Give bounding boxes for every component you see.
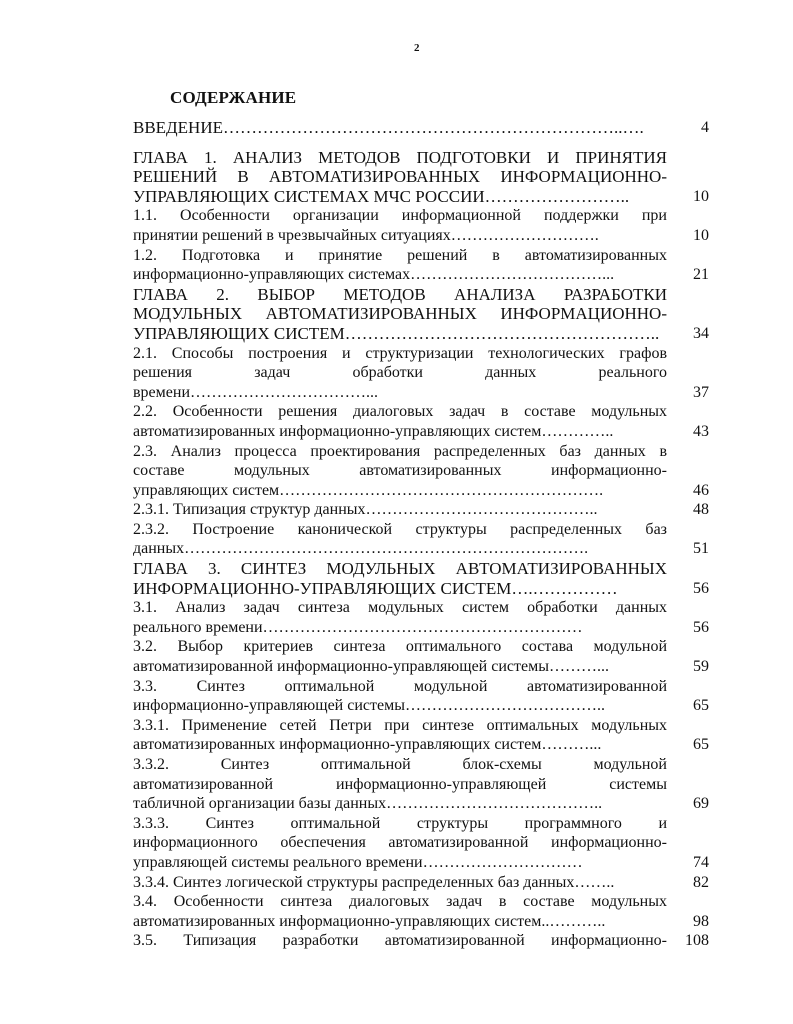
toc-page-number: 69 (693, 795, 709, 813)
toc-section-entry (133, 892, 713, 931)
toc-section-entry (133, 246, 713, 285)
toc-page-number: 56 (693, 618, 709, 636)
toc-entry-line: управляющей системы реального времени………………………… (133, 853, 583, 871)
toc-section-entry (133, 873, 713, 893)
toc-page-number: 48 (693, 501, 709, 519)
toc-section-entry (133, 755, 713, 814)
toc-page-number: 56 (693, 579, 709, 597)
toc-page-number: 51 (693, 540, 709, 558)
toc-page-number: 43 (693, 422, 709, 440)
toc-chapter-entry (133, 118, 713, 138)
toc-entry-line: данных…………………………………………………………………. (133, 540, 589, 558)
toc-entry-line: 3.3. Синтез оптимальной модульной автоматизированной (133, 677, 667, 695)
toc-entry-line: ГЛАВА 2. ВЫБОР МЕТОДОВ АНАЛИЗА РАЗРАБОТКИ (133, 284, 667, 304)
toc-entry-line: автоматизированных информационно-управляющих систем..……….. (133, 912, 606, 930)
page-number: 2 (414, 42, 420, 54)
toc-entry-line: принятии решений в чрезвычайных ситуациях………………………. (133, 226, 599, 244)
toc-entry-line: УПРАВЛЯЮЩИХ СИСТЕМ……………………………………………….. (133, 323, 660, 343)
toc-entry-line: автоматизированной информационно-управляющей системы (133, 775, 667, 793)
toc-entry-line: 3.3.1. Применение сетей Петри при синтезе оптимальных модульных (133, 716, 667, 734)
toc-entry-line: 1.2. Подготовка и принятие решений в автоматизированных (133, 246, 667, 264)
toc-page-number: 34 (693, 324, 709, 342)
toc-entry-line: 3.3.4. Синтез логической структуры распределенных баз данных…….. (133, 873, 615, 891)
toc-section-entry (133, 598, 713, 637)
toc-section-entry (133, 520, 713, 559)
toc-entry-line: информационно-управляющей системы……………………………….. (133, 697, 605, 715)
toc-page-number: 46 (693, 481, 709, 499)
toc-entry-line: 3.5. Типизация разработки автоматизированной информационно- (133, 932, 667, 950)
toc-chapter-entry (133, 148, 713, 207)
toc-entry-line: 2.1. Способы построения и структуризации технологических графов (133, 344, 667, 362)
toc-entry-line: 2.3.2. Построение канонической структуры распределенных баз (133, 520, 667, 538)
toc-entry-line: 3.1. Анализ задач синтеза модульных систем обработки данных (133, 599, 667, 617)
toc-page-number: 21 (693, 266, 709, 284)
toc-section-entry (133, 637, 713, 676)
toc-page-number: 10 (693, 226, 709, 244)
toc-entry-line: 3.4. Особенности синтеза диалоговых задач в составе модульных (133, 893, 667, 911)
toc-page-number: 65 (693, 736, 709, 754)
toc-entry-line: ГЛАВА 3. СИНТЕЗ МОДУЛЬНЫХ АВТОМАТИЗИРОВАННЫХ (133, 559, 667, 579)
toc-chapter-entry (133, 285, 713, 344)
toc-entry-line: УПРАВЛЯЮЩИХ СИСТЕМАХ МЧС РОССИИ…………………….. (133, 186, 630, 206)
toc-section-entry (133, 442, 713, 501)
toc-page-number: 4 (701, 119, 709, 136)
toc-section-entry (133, 716, 713, 755)
toc-entry-line: информационного обеспечения автоматизированной информационно- (133, 834, 667, 852)
toc-entry-line: автоматизированных информационно-управляющих систем………….. (133, 422, 614, 440)
toc-section-entry (133, 931, 713, 951)
toc-chapter-entry (133, 559, 713, 598)
toc-section-entry (133, 344, 713, 403)
toc-entry-line: табличной организации базы данных………………………………….. (133, 795, 603, 813)
toc-section-entry (133, 500, 713, 520)
toc-entry-line: ВВЕДЕНИЕ……………………………………………………………..…. (133, 118, 644, 137)
toc-entry-line: информационно-управляющих системах………………………………... (133, 266, 615, 284)
toc-page-number: 37 (693, 383, 709, 401)
toc-entry-line: составе модульных автоматизированных информационно- (133, 462, 667, 480)
toc-entry-line: реального времени…………………………………………………… (133, 618, 583, 636)
toc-page-number: 98 (693, 912, 709, 930)
toc-page-number: 10 (693, 187, 709, 205)
toc-entry-line: РЕШЕНИЙ В АВТОМАТИЗИРОВАННЫХ ИНФОРМАЦИОННО- (133, 167, 667, 187)
toc-entry-line: 3.3.3. Синтез оптимальной структуры программного и (133, 814, 667, 832)
toc-page-number: 108 (685, 932, 709, 950)
toc-page-number: 65 (693, 697, 709, 715)
toc-section-entry (133, 402, 713, 441)
toc-entry-line: 2.2. Особенности решения диалоговых задач в составе модульных (133, 403, 667, 421)
toc-entry-line: 2.3. Анализ процесса проектирования распределенных баз данных в (133, 442, 667, 460)
toc-entry-line: решения задач обработки данных реального (133, 364, 667, 382)
toc-page-number: 59 (693, 658, 709, 676)
toc-entry-line: ГЛАВА 1. АНАЛИЗ МЕТОДОВ ПОДГОТОВКИ И ПРИНЯТИЯ (133, 147, 667, 167)
toc-page-number: 74 (693, 853, 709, 871)
toc-page-number: 82 (693, 873, 709, 891)
toc-section-entry (133, 206, 713, 245)
toc-entry-line: времени……………………………... (133, 383, 379, 401)
toc-entry-line: 2.3.1. Типизация структур данных…………………………………….. (133, 501, 598, 519)
toc-entry-line: управляющих систем……………………………………………………. (133, 481, 604, 499)
toc-section-entry (133, 814, 713, 873)
toc-entry-line: автоматизированных информационно-управляющих систем………... (133, 736, 602, 754)
toc-entry-line: автоматизированной информационно-управляющей системы………... (133, 658, 609, 676)
toc-entry-line: 3.3.2. Синтез оптимальной блок-схемы модульной (133, 756, 667, 773)
toc-entry-line: 1.1. Особенности организации информационной поддержки при (133, 207, 667, 225)
table-of-contents (133, 118, 713, 951)
toc-entry-line: 3.2. Выбор критериев синтеза оптимального состава модульной (133, 638, 667, 656)
toc-entry-line: ИНФОРМАЦИОННО-УПРАВЛЯЮЩИХ СИСТЕМ….…………… (133, 578, 618, 598)
page-title: СОДЕРЖАНИЕ (170, 88, 297, 107)
toc-entry-line: МОДУЛЬНЫХ АВТОМАТИЗИРОВАННЫХ ИНФОРМАЦИОННО- (133, 304, 667, 324)
toc-section-entry (133, 677, 713, 716)
